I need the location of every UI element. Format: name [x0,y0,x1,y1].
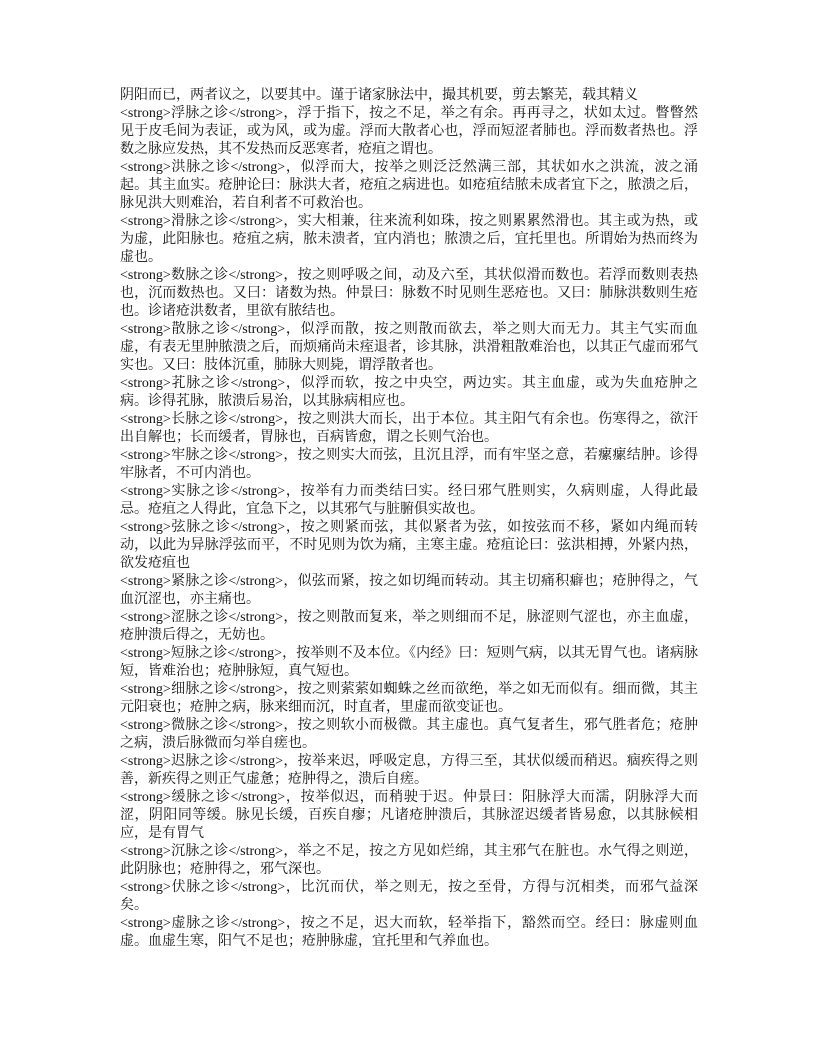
paragraph: <strong>细脉之诊</strong>，按之则萦萦如蜘蛛之丝而欲绝，举之如无而似有。细而微，其主元阳衰也；疮肿之病，脉来细而沉，时直者，里虚而欲变证也。 [120,682,698,715]
paragraph: <strong>缓脉之诊</strong>，按举似迟，而稍驶于迟。仲景曰：阳脉浮大而濡，阴脉浮大而涩，阴阳同等缓。脉见长缓，百疾自瘳；凡诸疮肿溃后，其脉涩迟缓者皆易愈，以其脉候相应，是有胃气 [120,790,698,841]
paragraph: <strong>牢脉之诊</strong>，按之则实大而弦，且沉且浮，而有牢坚之意，若瘰瘰结肿。诊得牢脉者，不可内消也。 [120,448,698,481]
paragraph-list [120,87,698,951]
paragraph: <strong>紧脉之诊</strong>，似弦而紧，按之如切绳而转动。其主切痛积癖也；疮肿得之，气血沉涩也，亦主痛也。 [120,574,698,607]
paragraph: <strong>数脉之诊</strong>，按之则呼吸之间，动及六至，其状似滑而数也。若浮而数则表热也，沉而数热也。又曰：诸数为热。仲景曰：脉数不时见则生恶疮也。又曰：肺脉洪数则生疮也。诊诸疮洪数者，里欲有脓结也。 [120,268,698,319]
paragraph: <strong>虚脉之诊</strong>，按之不足，迟大而软，轻举指下，豁然而空。经曰：脉虚则血虚。血虚生寒，阳气不足也；疮肿脉虚，宜托里和气养血也。 [120,916,698,949]
paragraph: <strong>散脉之诊</strong>，似浮而散，按之则散而欲去，举之则大而无力。其主气实而血虚，有表无里肿脓溃之后，而烦痛尚未痓退者，诊其脉，洪滑粗散难治也，以其正气虚而邪气实也。又曰：肢体沉重，肺脉大则毙，谓浮散者也。 [120,322,698,373]
paragraph: <strong>浮脉之诊</strong>，浮于指下，按之不足，举之有余。再再寻之，状如太过。瞥瞥然见于皮毛间为表证，或为风，或为虚。浮而大散者心也，浮而短涩者肺也。浮而数者热也。浮数之脉应发热，其不发热而反恶寒者，疮疽之谓也。 [120,106,698,157]
paragraph: <strong>沉脉之诊</strong>，举之不足，按之方见如烂绵，其主邪气在脏也。水气得之则逆，此阴脉也；疮肿得之，邪气深也。 [120,844,698,877]
paragraph: 阴阳而已，两者议之，以要其中。谨于诸家脉法中，撮其机要，剪去繁芜，载其精义 [120,88,638,103]
paragraph: <strong>伏脉之诊</strong>，比沉而伏，举之则无，按之至骨，方得与沉相类，而邪气益深矣。 [120,880,698,913]
paragraph: <strong>洪脉之诊</strong>，似浮而大，按举之则泛泛然满三部，其状如水之洪流，波之涌起。其主血实。疮肿论曰：脉洪大者，疮疽之病进也。如疮疽结脓未成者宜下之，脓溃之后，脉见洪大则难治，若自利者不可救治也。 [120,160,698,211]
paragraph: <strong>滑脉之诊</strong>，实大相兼，往来流利如珠，按之则累累然滑也。其主或为热，或为虚，此阳脉也。疮疽之病，脓未溃者，宜内消也；脓溃之后，宜托里也。所谓始为热而终为虚也。 [120,214,698,265]
paragraph: <strong>实脉之诊</strong>，按举有力而类结曰实。经曰邪气胜则实，久病则虚，人得此最忌。疮疽之人得此，宜急下之，以其邪气与脏腑俱实故也。 [120,484,698,517]
paragraph: <strong>迟脉之诊</strong>，按举来迟，呼吸定息，方得三至，其状似缓而稍迟。痼疾得之则善，新疾得之则正气虚惫；疮肿得之，溃后自瘥。 [120,754,698,787]
paragraph: <strong>涩脉之诊</strong>，按之则散而复来，举之则细而不足，脉涩则气涩也，亦主血虚，疮肿溃后得之，无妨也。 [120,610,698,643]
paragraph: <strong>长脉之诊</strong>，按之则洪大而长，出于本位。其主阳气有余也。伤寒得之，欲汗出自解也；长而缓者，胃脉也，百病皆愈，谓之长则气治也。 [120,412,698,445]
paragraph: <strong>芤脉之诊</strong>，似浮而软，按之中央空，两边实。其主血虚，或为失血疮肿之病。诊得芤脉，脓溃后易治，以其脉病相应也。 [120,376,698,409]
paragraph: <strong>短脉之诊</strong>，按举则不及本位。《内经》曰：短则气病，以其无胃气也。诸病脉短，皆难治也；疮肿脉短，真气短也。 [120,646,698,679]
paragraph: <strong>弦脉之诊</strong>，按之则紧而弦，其似紧者为弦，如按弦而不移，紧如内绳而转动，以此为异脉浮弦而平，不时见则为饮为痛，主寒主虚。疮疽论曰：弦洪相搏，外紧内热，欲发疮疽也 [120,520,698,571]
paragraph: <strong>微脉之诊</strong>，按之则软小而极微。其主虚也。真气复者生，邪气胜者危；疮肿之病，溃后脉微而匀举自瘥也。 [120,718,698,751]
